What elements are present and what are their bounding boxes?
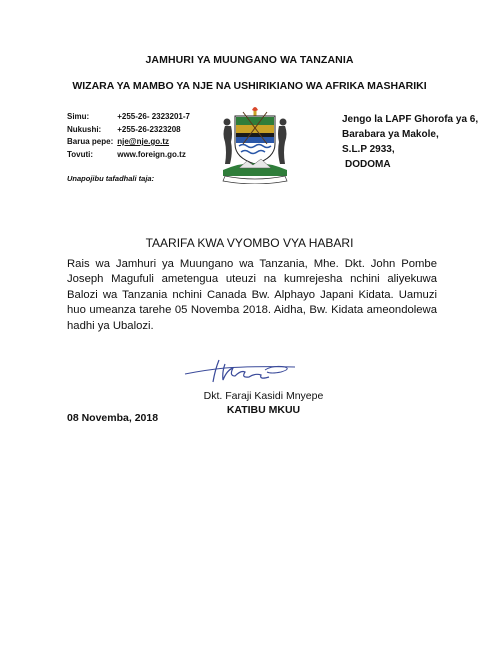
email-label: Barua pepe: <box>67 137 114 146</box>
signature-icon <box>181 356 301 386</box>
document-title: TAARIFA KWA VYOMBO VYA HABARI <box>145 236 354 250</box>
fax-value: +255-26-2323208 <box>117 124 181 134</box>
contact-email-row <box>67 136 190 149</box>
email-link[interactable]: nje@nje.go.tz <box>117 137 170 146</box>
header-country: JAMHURI YA MUUNGANO WA TANZANIA <box>145 54 354 66</box>
signatory-name: Dkt. Faraji Kasidi Mnyepe <box>203 390 324 402</box>
phone-label: Simu: <box>67 112 90 121</box>
signatory-title: KATIBU MKUU <box>226 404 301 416</box>
contact-fax-row <box>67 124 190 137</box>
fax-label: Nukushi: <box>67 124 102 134</box>
signatory-block <box>176 389 351 417</box>
web-value: www.foreign.go.tz <box>117 149 186 159</box>
document-date: 08 Novemba, 2018 <box>67 412 159 424</box>
address-block <box>342 112 478 172</box>
address-line-4: DODOMA <box>345 159 391 170</box>
contact-block <box>67 111 190 161</box>
phone-value: +255-26- 2323201-7 <box>117 112 190 121</box>
address-line-1: Jengo la LAPF Ghorofa ya 6, <box>342 114 479 125</box>
header-ministry: WIZARA YA MAMBO YA NJE NA USHIRIKIANO WA AFRIKA MASHARIKI <box>72 80 427 92</box>
coat-of-arms-icon <box>215 104 295 184</box>
document-body: Rais wa Jamhuri ya Muungano wa Tanzania, Mhe. Dkt. John Pombe Joseph Magufuli ametengua uteuzi na kumrejesha nchini aliyekuwa Balozi wa Tanzania nchini Canada Bw. Alphayo Japani Kidata. Uamuzi huo umeanza tarehe 05 Novemba 2018. Aidha, Bw. Kidata ameondolewa hadhi ya Ubalozi. <box>67 258 437 332</box>
contact-phone-row <box>67 111 190 124</box>
web-label: Tovuti: <box>67 149 94 159</box>
address-line-3: S.L.P 2933, <box>342 144 395 155</box>
reply-reference-note: Unapojibu tafadhali taja: <box>67 174 155 183</box>
address-line-2: Barabara ya Makole, <box>342 129 439 140</box>
contact-web-row <box>67 149 190 162</box>
